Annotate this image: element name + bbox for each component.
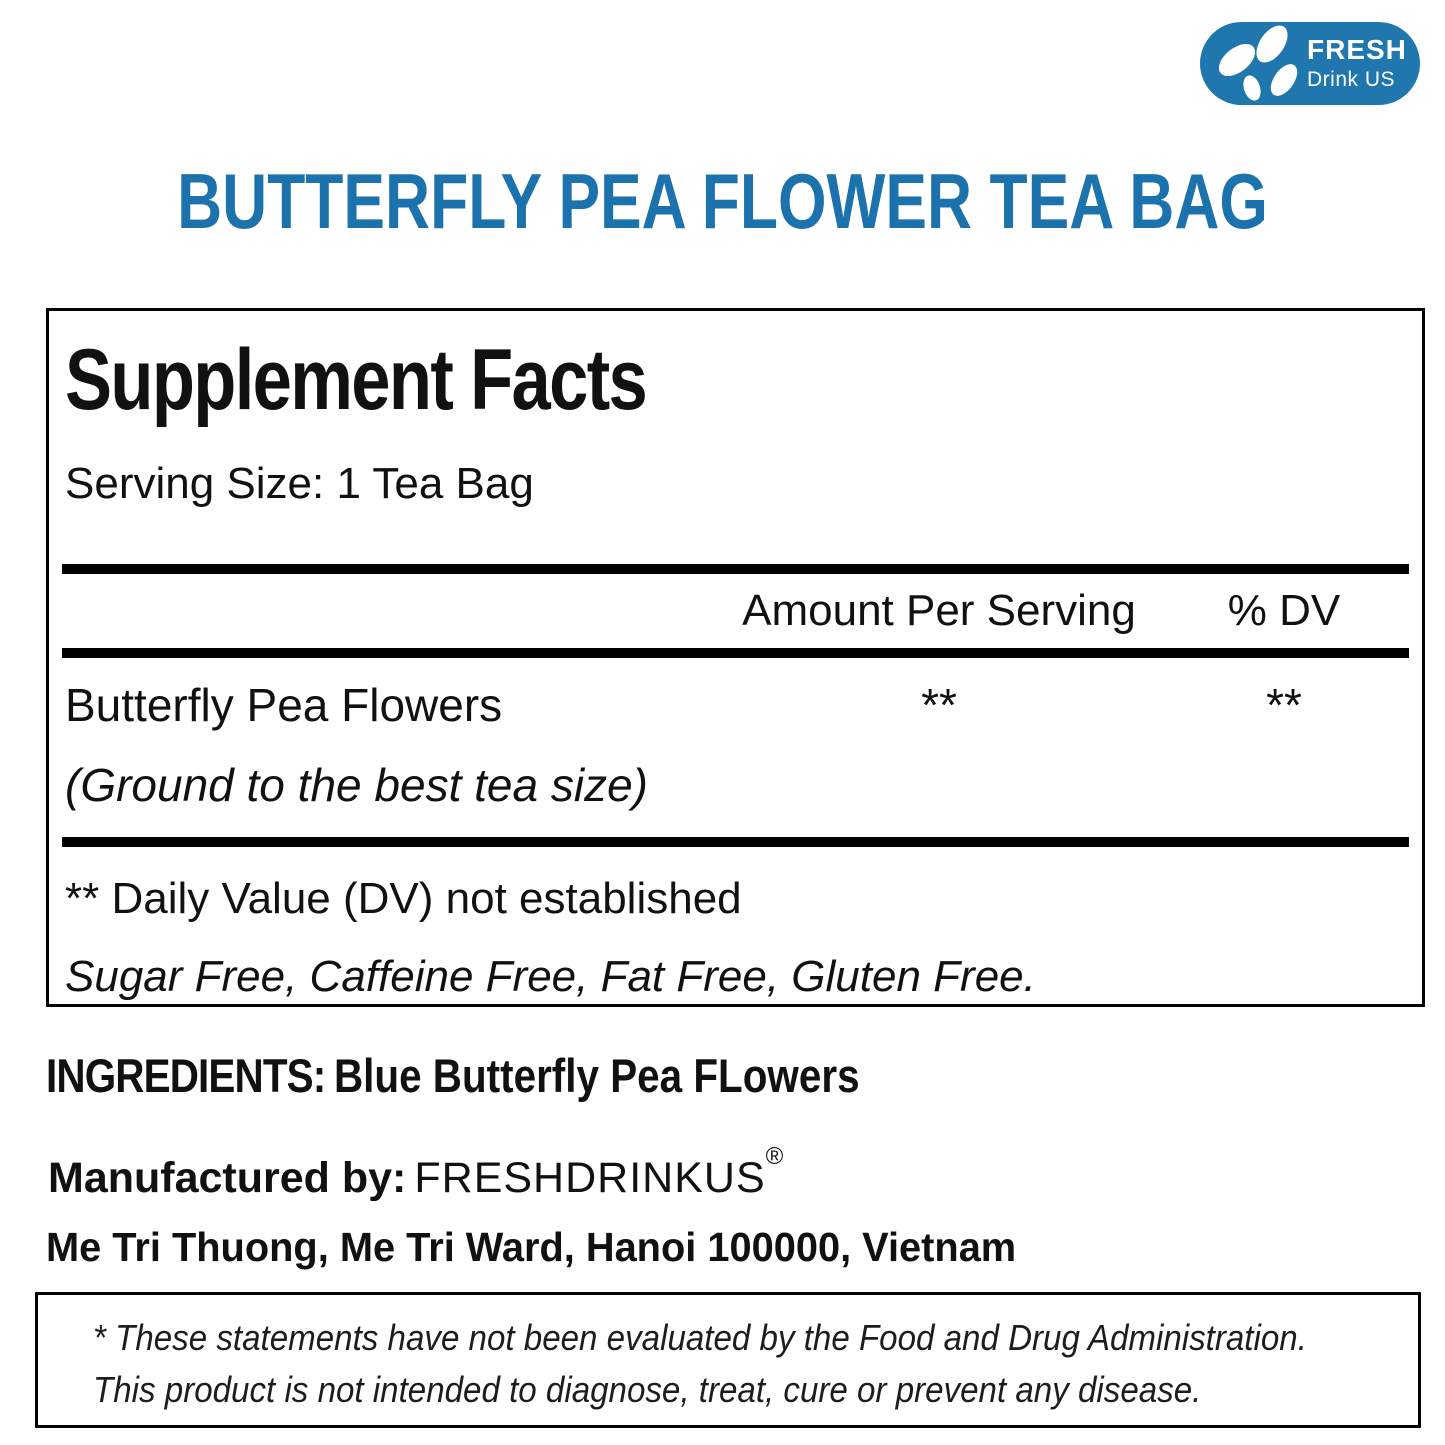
supplement-facts-heading: Supplement Facts [65, 332, 647, 428]
manufacturer-line [48, 1143, 783, 1203]
disclaimer-line-2: This product is not intended to diagnose, treat, cure or prevent any disease. [93, 1369, 1202, 1411]
dv-footnote: ** Daily Value (DV) not established [65, 873, 742, 923]
ingredient-amount: ** [921, 678, 957, 731]
column-header-dv: % DV [1227, 585, 1341, 635]
brand-text [1307, 36, 1407, 90]
manufacturer-label: Manufactured by: [48, 1154, 407, 1202]
ingredient-note: (Ground to the best tea size) [65, 759, 648, 812]
registered-trademark-mark: ® [765, 1143, 784, 1170]
page-title: BUTTERFLY PEA FLOWER TEA BAG [177, 157, 1268, 245]
supplement-facts-panel [46, 308, 1425, 1007]
manufacturer-address: Me Tri Thuong, Me Tri Ward, Hanoi 100000, Vietnam [46, 1224, 1017, 1270]
ingredients-line [46, 1048, 860, 1103]
ingredient-row-line [62, 680, 1409, 731]
ingredients-label: INGREDIENTS: [46, 1049, 326, 1102]
brand-logo [1200, 22, 1420, 105]
divider-thick-bottom [62, 837, 1409, 847]
serving-size: Serving Size: 1 Tea Bag [65, 459, 534, 508]
ingredients-value: Blue Butterfly Pea FLowers [333, 1049, 860, 1102]
brand-name: FRESH [1307, 34, 1407, 65]
manufacturer-name: FRESHDRINKUS [414, 1154, 766, 1202]
divider-thick-middle [62, 648, 1409, 658]
brand-subtitle: Drink US [1307, 68, 1396, 91]
divider-thick-top [62, 564, 1409, 574]
ingredient-row [62, 658, 1409, 837]
ingredient-dv: ** [1266, 678, 1302, 731]
table-header-row [62, 574, 1409, 648]
fda-disclaimer-box [35, 1292, 1421, 1428]
ingredient-name: Butterfly Pea Flowers [65, 678, 503, 731]
free-claims: Sugar Free, Caffeine Free, Fat Free, Gluten Free. [65, 952, 1036, 1002]
column-header-amount: Amount Per Serving [742, 585, 1136, 635]
disclaimer-line-1: * These statements have not been evaluated by the Food and Drug Administration. [93, 1317, 1307, 1358]
